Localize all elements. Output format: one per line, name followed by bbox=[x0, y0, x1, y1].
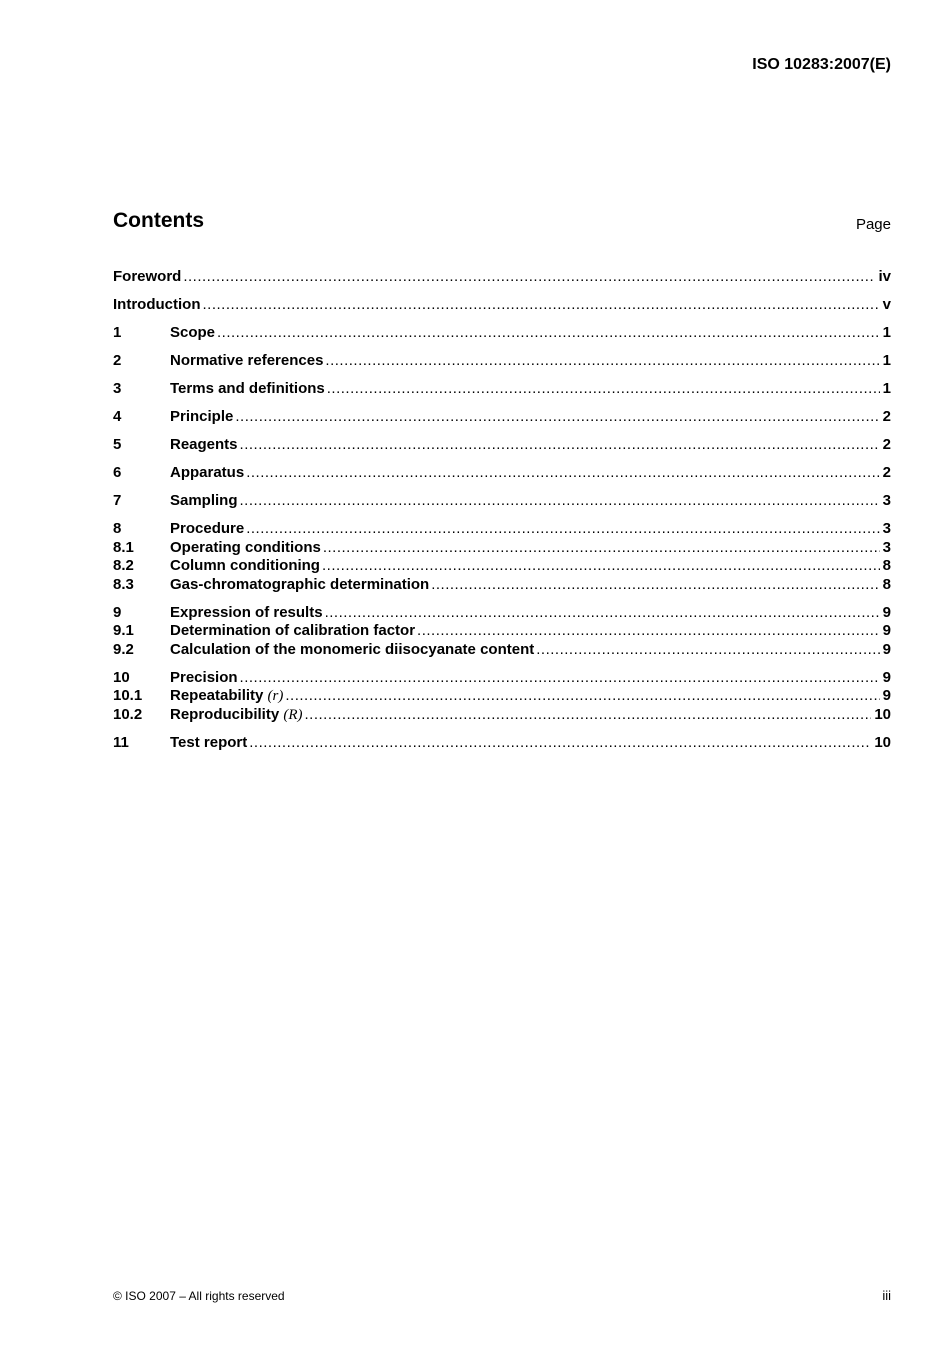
toc-entry-8[interactable] bbox=[113, 520, 891, 539]
dot-leader bbox=[246, 520, 879, 539]
dot-leader bbox=[183, 268, 875, 287]
toc-entry-title: Principle bbox=[170, 408, 234, 425]
toc-entry-number: 8.3 bbox=[113, 575, 134, 593]
toc-entry-title-wrap bbox=[170, 706, 305, 725]
toc-entry-title: Determination of calibration factor bbox=[170, 622, 416, 639]
toc-entry-title: Calculation of the monomeric diisocyanate content bbox=[170, 640, 535, 658]
page-column-label: Page bbox=[855, 216, 891, 233]
toc-entry-title: Reagents bbox=[170, 436, 238, 453]
toc-entry-number: 10.1 bbox=[113, 687, 143, 704]
toc-entry-page: 2 bbox=[882, 464, 891, 481]
toc-entry-number: 5 bbox=[113, 436, 122, 453]
toc-entry-page: 8 bbox=[882, 575, 891, 593]
toc-entry-page: 8 bbox=[882, 557, 891, 574]
toc-entry-number: 3 bbox=[113, 380, 122, 397]
toc-entry-page: 1 bbox=[882, 352, 891, 369]
toc-entry-title: Repeatability bbox=[170, 687, 264, 704]
toc-entry-number: 8.2 bbox=[113, 557, 134, 574]
dot-leader bbox=[536, 641, 879, 660]
footer-copyright: © ISO 2007 – All rights reserved bbox=[113, 1289, 285, 1303]
toc-entry-4[interactable] bbox=[113, 408, 891, 427]
toc-entry-page: 2 bbox=[882, 436, 891, 453]
toc-entry-title: Apparatus bbox=[170, 464, 245, 481]
dot-leader bbox=[305, 706, 872, 725]
toc-entry-page: 10 bbox=[874, 705, 891, 723]
toc-entry-title: Sampling bbox=[170, 492, 238, 509]
dot-leader bbox=[325, 352, 879, 371]
toc-entry-8-3[interactable] bbox=[113, 576, 891, 595]
toc-entry-5[interactable] bbox=[113, 436, 891, 455]
dot-leader bbox=[202, 296, 879, 315]
toc-entry-title: Foreword bbox=[113, 268, 182, 285]
dot-leader bbox=[323, 539, 880, 558]
toc-entry-number: 2 bbox=[113, 352, 122, 369]
dot-leader bbox=[417, 622, 880, 641]
toc-entry-page: 9 bbox=[882, 668, 891, 686]
toc-entry-symbol: (R) bbox=[283, 706, 303, 723]
toc-entry-9[interactable] bbox=[113, 604, 891, 623]
dot-leader bbox=[431, 576, 879, 595]
toc-entry-number: 11 bbox=[113, 733, 129, 751]
toc-entry-number: 9 bbox=[113, 603, 122, 621]
toc-entry-introduction[interactable] bbox=[113, 296, 891, 315]
toc-entry-9-2[interactable] bbox=[113, 641, 891, 660]
toc-entry-number: 9.2 bbox=[113, 640, 134, 658]
toc-entry-title: Gas-chromatographic determination bbox=[170, 575, 430, 593]
toc-entry-title: Scope bbox=[170, 324, 216, 341]
toc-entry-10-1[interactable] bbox=[113, 687, 891, 706]
dot-leader bbox=[240, 436, 880, 455]
toc-entry-number: 9.1 bbox=[113, 622, 134, 639]
contents-title: Contents bbox=[113, 209, 204, 232]
toc-entry-page: 9 bbox=[882, 622, 891, 639]
dot-leader bbox=[240, 492, 880, 511]
document-id: ISO 10283:2007(E) bbox=[752, 56, 891, 73]
toc-entry-11[interactable] bbox=[113, 734, 891, 753]
toc-entry-page: 9 bbox=[882, 687, 891, 704]
toc-entry-number: 10 bbox=[113, 668, 130, 686]
toc-entry-1[interactable] bbox=[113, 324, 891, 343]
toc-entry-page: 9 bbox=[882, 640, 891, 658]
toc-entry-page: 3 bbox=[882, 538, 891, 556]
toc-entry-symbol: (r) bbox=[267, 688, 284, 704]
toc-entry-title: Precision bbox=[170, 668, 238, 686]
toc-entry-number: 10.2 bbox=[113, 705, 143, 723]
toc-entry-title: Terms and definitions bbox=[170, 380, 325, 397]
toc-entry-title: Normative references bbox=[170, 352, 324, 369]
table-of-contents bbox=[113, 268, 891, 752]
toc-entry-10-2[interactable] bbox=[113, 706, 891, 725]
toc-entry-page: v bbox=[882, 296, 891, 313]
toc-entry-title: Test report bbox=[170, 733, 248, 751]
toc-entry-title: Introduction bbox=[113, 296, 201, 313]
dot-leader bbox=[285, 687, 879, 706]
toc-entry-title: Operating conditions bbox=[170, 538, 321, 556]
toc-entry-page: 1 bbox=[882, 380, 891, 397]
toc-entry-8-1[interactable] bbox=[113, 539, 891, 558]
footer-page-number: iii bbox=[882, 1288, 891, 1303]
toc-entry-number: 7 bbox=[113, 492, 122, 509]
toc-entry-page: 3 bbox=[882, 492, 891, 509]
dot-leader bbox=[246, 464, 879, 483]
toc-entry-title-wrap bbox=[170, 687, 285, 706]
toc-entry-title: Reproducibility bbox=[170, 705, 280, 723]
toc-entry-number: 1 bbox=[113, 324, 122, 341]
toc-entry-title: Column conditioning bbox=[170, 557, 320, 574]
dot-leader bbox=[217, 324, 880, 343]
toc-entry-number: 8 bbox=[113, 520, 122, 537]
toc-entry-page: 3 bbox=[882, 520, 891, 537]
toc-entry-7[interactable] bbox=[113, 492, 891, 511]
dot-leader bbox=[240, 669, 880, 688]
dot-leader bbox=[235, 408, 879, 427]
dot-leader bbox=[249, 734, 871, 753]
toc-entry-number: 8.1 bbox=[113, 538, 134, 556]
toc-entry-page: 10 bbox=[874, 733, 891, 751]
toc-entry-title: Expression of results bbox=[170, 603, 323, 621]
toc-entry-10[interactable] bbox=[113, 669, 891, 688]
toc-entry-page: 2 bbox=[882, 408, 891, 425]
toc-entry-page: 1 bbox=[882, 324, 891, 341]
toc-entry-page: 9 bbox=[882, 603, 891, 621]
toc-entry-6[interactable] bbox=[113, 464, 891, 483]
toc-entry-2[interactable] bbox=[113, 352, 891, 371]
toc-entry-9-1[interactable] bbox=[113, 622, 891, 641]
toc-entry-number: 6 bbox=[113, 464, 122, 481]
dot-leader bbox=[327, 380, 880, 399]
toc-entry-foreword[interactable] bbox=[113, 268, 891, 287]
dot-leader bbox=[322, 557, 880, 576]
toc-entry-title: Procedure bbox=[170, 520, 245, 537]
toc-entry-3[interactable] bbox=[113, 380, 891, 399]
toc-entry-page: iv bbox=[878, 268, 891, 285]
dot-leader bbox=[325, 604, 880, 623]
toc-entry-8-2[interactable] bbox=[113, 557, 891, 576]
toc-entry-number: 4 bbox=[113, 408, 122, 425]
